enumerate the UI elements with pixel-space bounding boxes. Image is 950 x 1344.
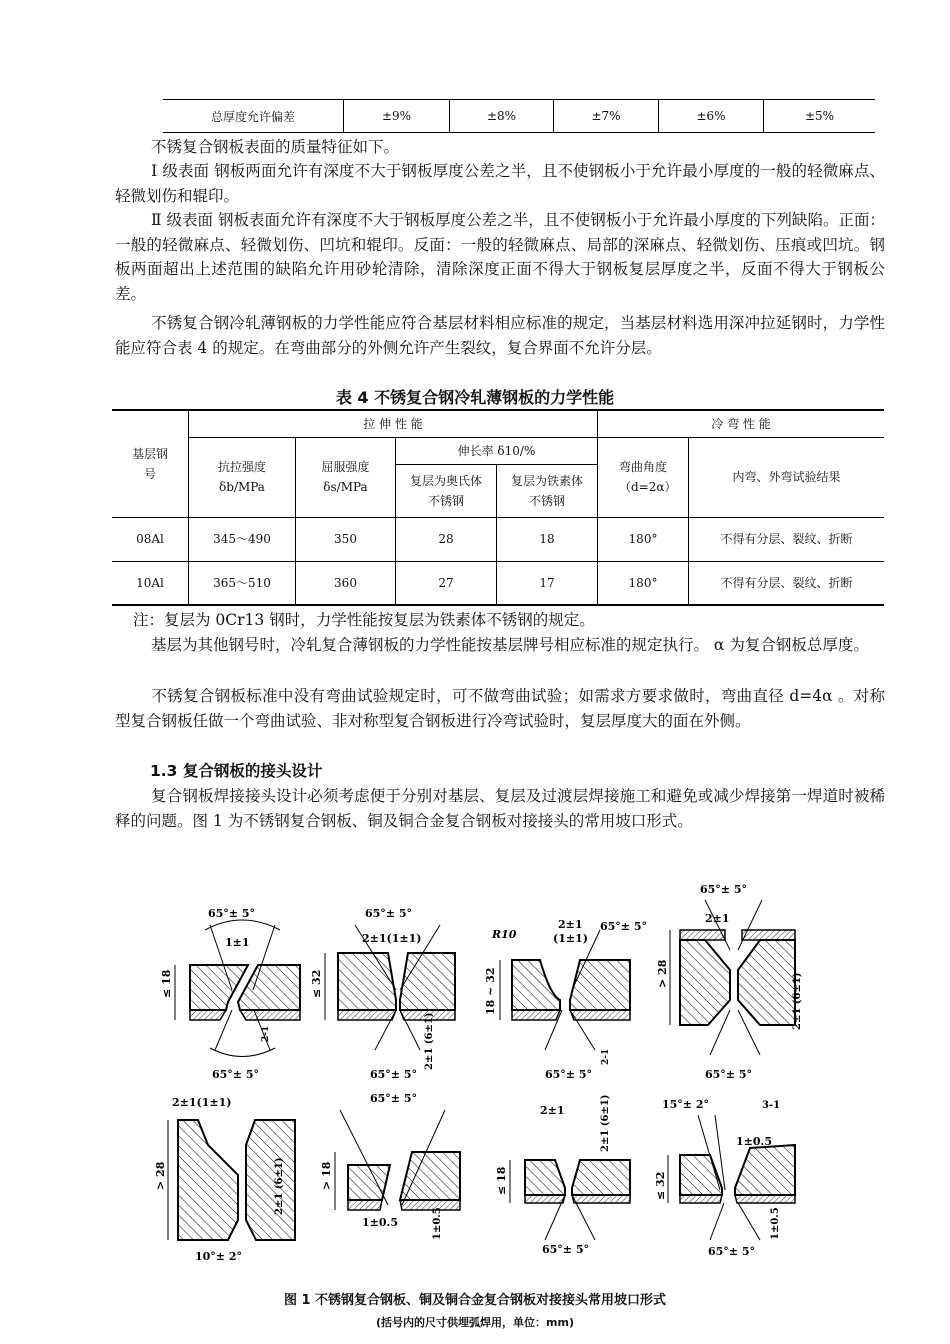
angle-label: 65°± 5° xyxy=(370,1068,418,1081)
gap-label: 2±1 xyxy=(705,912,730,925)
thickness-label: > 18 xyxy=(320,1161,333,1190)
groove-joint-4 xyxy=(656,883,803,1081)
thickness-label: 18 ~ 32 xyxy=(484,967,497,1015)
tolerance-row-table xyxy=(163,99,875,133)
angle-label: 65°± 5° xyxy=(212,1068,260,1081)
cell-yield: 350 xyxy=(296,517,396,561)
thickness-label: > 28 xyxy=(656,959,669,988)
col-bend-result: 内弯、外弯试验结果 xyxy=(689,437,885,517)
table-row xyxy=(112,517,884,561)
group-tensile: 拉 伸 性 能 xyxy=(189,410,598,437)
paragraph: 基层为其他钢号时，冷轧复合薄钢板的力学性能按基层牌号相应标准的规定执行。 α 为复合钢板总厚度。 xyxy=(151,636,869,654)
angle-label: 65°± 5° xyxy=(370,1092,418,1105)
paragraph: 不锈复合钢板表面的质量特征如下。 xyxy=(151,138,400,156)
radius-label: R10 xyxy=(492,928,517,941)
col-austenitic: 复层为奥氏体不锈钢 xyxy=(396,465,497,517)
gap-label: 2±1(1±1) xyxy=(362,932,422,945)
tolerance-value: ±5% xyxy=(764,100,876,133)
col-bend-angle: 弯曲角度（d=2α） xyxy=(598,437,689,517)
root-label: 1±0.5 xyxy=(362,1216,399,1229)
tolerance-value: ±9% xyxy=(344,100,450,133)
groove-joint-7 xyxy=(495,1094,630,1256)
col-tensile: 抗拉强度δb/MPa xyxy=(189,437,296,517)
paragraph: 不锈复合钢冷轧薄钢板的力学性能应符合基层材料相应标准的规定，当基层材料选用深冲拉延钢时，力学性能应符合表 4 的规定。在弯曲部分的外侧允许产生裂纹，复合界面不允许分层。 xyxy=(115,314,885,357)
mechanical-properties-table xyxy=(112,409,884,606)
root-label: 1±0.5 xyxy=(736,1135,773,1148)
paragraph: 复合钢板焊接接头设计必须考虑便于分别对基层、复层及过渡层焊接施工和避免或减少焊接第一焊道时被稀释的问题。图 1 为不锈钢复合钢板、铜及铜合金复合钢板对接接头的常用坡口形式。 xyxy=(115,787,885,830)
angle-label: 65°± 5° xyxy=(600,920,648,933)
gap-label: 1±1 xyxy=(225,936,250,949)
thickness-label: > 28 xyxy=(154,1161,167,1190)
thickness-label: ≤ 18 xyxy=(160,969,173,998)
tolerance-label: 总厚度允许偏差 xyxy=(163,100,344,133)
cell-ferritic: 17 xyxy=(497,561,598,605)
angle-label: 65°± 5° xyxy=(700,883,748,896)
thickness-label: ≤ 32 xyxy=(654,1171,667,1200)
root-label: 2±1 (6±1) xyxy=(600,1094,611,1152)
col-base-grade: 基层钢号 xyxy=(112,410,189,517)
angle-label: 65°± 5° xyxy=(708,1245,756,1258)
cell-result: 不得有分层、裂纹、折断 xyxy=(689,517,885,561)
groove-joint-6 xyxy=(320,1092,460,1240)
cell-ferritic: 18 xyxy=(497,517,598,561)
table-caption: 表 4 不锈复合钢冷轧薄钢板的力学性能 xyxy=(335,388,615,407)
gap-label: 2±1(1±1) xyxy=(172,1096,232,1109)
col-elongation-group xyxy=(396,437,598,517)
paragraph: 不锈复合钢板标准中没有弯曲试验规定时，可不做弯曲试验；如需求方要求做时，弯曲直径 d=4α 。对称型复合钢板任做一个弯曲试验、非对称型复合钢板进行冷弯试验时，复层厚度大的面在外侧。 xyxy=(115,687,885,730)
root-label: 2-1 xyxy=(261,1025,271,1042)
cell-grade: 08Al xyxy=(112,517,189,561)
groove-joint-5 xyxy=(154,1096,295,1263)
groove-figure xyxy=(150,870,830,1290)
cell-tensile: 365～510 xyxy=(189,561,296,605)
cell-angle: 180° xyxy=(598,561,689,605)
figure-caption: 图 1 不锈钢复合钢板、铜及铜合金复合钢板对接接头常用坡口形式 xyxy=(283,1293,667,1308)
col-ferritic: 复层为铁素体不锈钢 xyxy=(511,473,584,508)
thickness-label: 3-1 xyxy=(762,1100,781,1111)
root-label: 2±1 (6±1) xyxy=(424,1012,435,1070)
root-label: 2±1 (6±1) xyxy=(792,972,803,1030)
angle-label: 65°± 5° xyxy=(208,907,256,920)
cell-tensile: 345～490 xyxy=(189,517,296,561)
col-yield: 屈服强度δs/MPa xyxy=(296,437,396,517)
gap-label: 2±1 xyxy=(558,918,583,931)
tolerance-value: ±6% xyxy=(659,100,764,133)
figure-subcaption: (括号内的尺寸供埋弧焊用，单位：mm) xyxy=(376,1316,574,1329)
cell-yield: 360 xyxy=(296,561,396,605)
groove-joint-2 xyxy=(310,907,455,1081)
angle-label: 65°± 5° xyxy=(545,1068,593,1081)
angle-label: 65°± 5° xyxy=(705,1068,753,1081)
groove-joint-3 xyxy=(484,918,647,1081)
paragraph: Ⅰ 级表面 钢板两面允许有深度不大于钢板厚度公差之半，且不使钢板小于允许最小厚度的一般的轻微麻点、轻微划伤和辊印。 xyxy=(115,162,885,205)
groove-joint-1 xyxy=(160,907,300,1081)
gap-label: 2±1 xyxy=(540,1104,565,1117)
col-elongation: 伸长率 δ10/% xyxy=(396,438,597,465)
paragraph: Ⅱ 级表面 钢板表面允许有深度不大于钢板厚度公差之半，且不使钢板小于允许最小厚度的下列缺陷。正面：一般的轻微麻点、轻微划伤、凹坑和辊印。反面：一般的轻微麻点、局部的深麻点、轻微划伤、压痕或凹坑。钢板两面超出上述范围的缺陷允许用砂轮清除，清除深度正面不得大于钢板复层厚度之半，反面不得大于钢板公差。 xyxy=(115,211,885,303)
angle-label: 65°± 5° xyxy=(365,907,413,920)
table-note: 注：复层为 0Cr13 钢时，力学性能按复层为铁素体不锈钢的规定。 xyxy=(133,611,595,629)
table-row xyxy=(112,561,884,605)
cell-grade: 10Al xyxy=(112,561,189,605)
tolerance-value: ±7% xyxy=(554,100,659,133)
root-label: 1±0.5 xyxy=(770,1207,781,1240)
group-bend: 冷 弯 性 能 xyxy=(598,410,885,437)
root-label: 2±1 (6±1) xyxy=(274,1157,285,1215)
root-label: 2-1 xyxy=(601,1048,611,1065)
cell-result: 不得有分层、裂纹、折断 xyxy=(689,561,885,605)
tolerance-value: ±8% xyxy=(450,100,554,133)
angle-label: 65°± 5° xyxy=(542,1243,590,1256)
groove-joint-8 xyxy=(654,1098,795,1258)
gap-label: (1±1) xyxy=(553,932,588,945)
cell-austenitic: 27 xyxy=(396,561,497,605)
thickness-label: ≤ 32 xyxy=(310,969,323,998)
section-heading: 1.3 复合钢板的接头设计 xyxy=(150,762,323,780)
thickness-label: ≤ 18 xyxy=(495,1166,508,1195)
cell-angle: 180° xyxy=(598,517,689,561)
root-label: 1±0.5 xyxy=(432,1207,443,1240)
angle-label: 15°± 2° xyxy=(662,1098,710,1111)
cell-austenitic: 28 xyxy=(396,517,497,561)
angle-label: 10°± 2° xyxy=(195,1250,243,1263)
